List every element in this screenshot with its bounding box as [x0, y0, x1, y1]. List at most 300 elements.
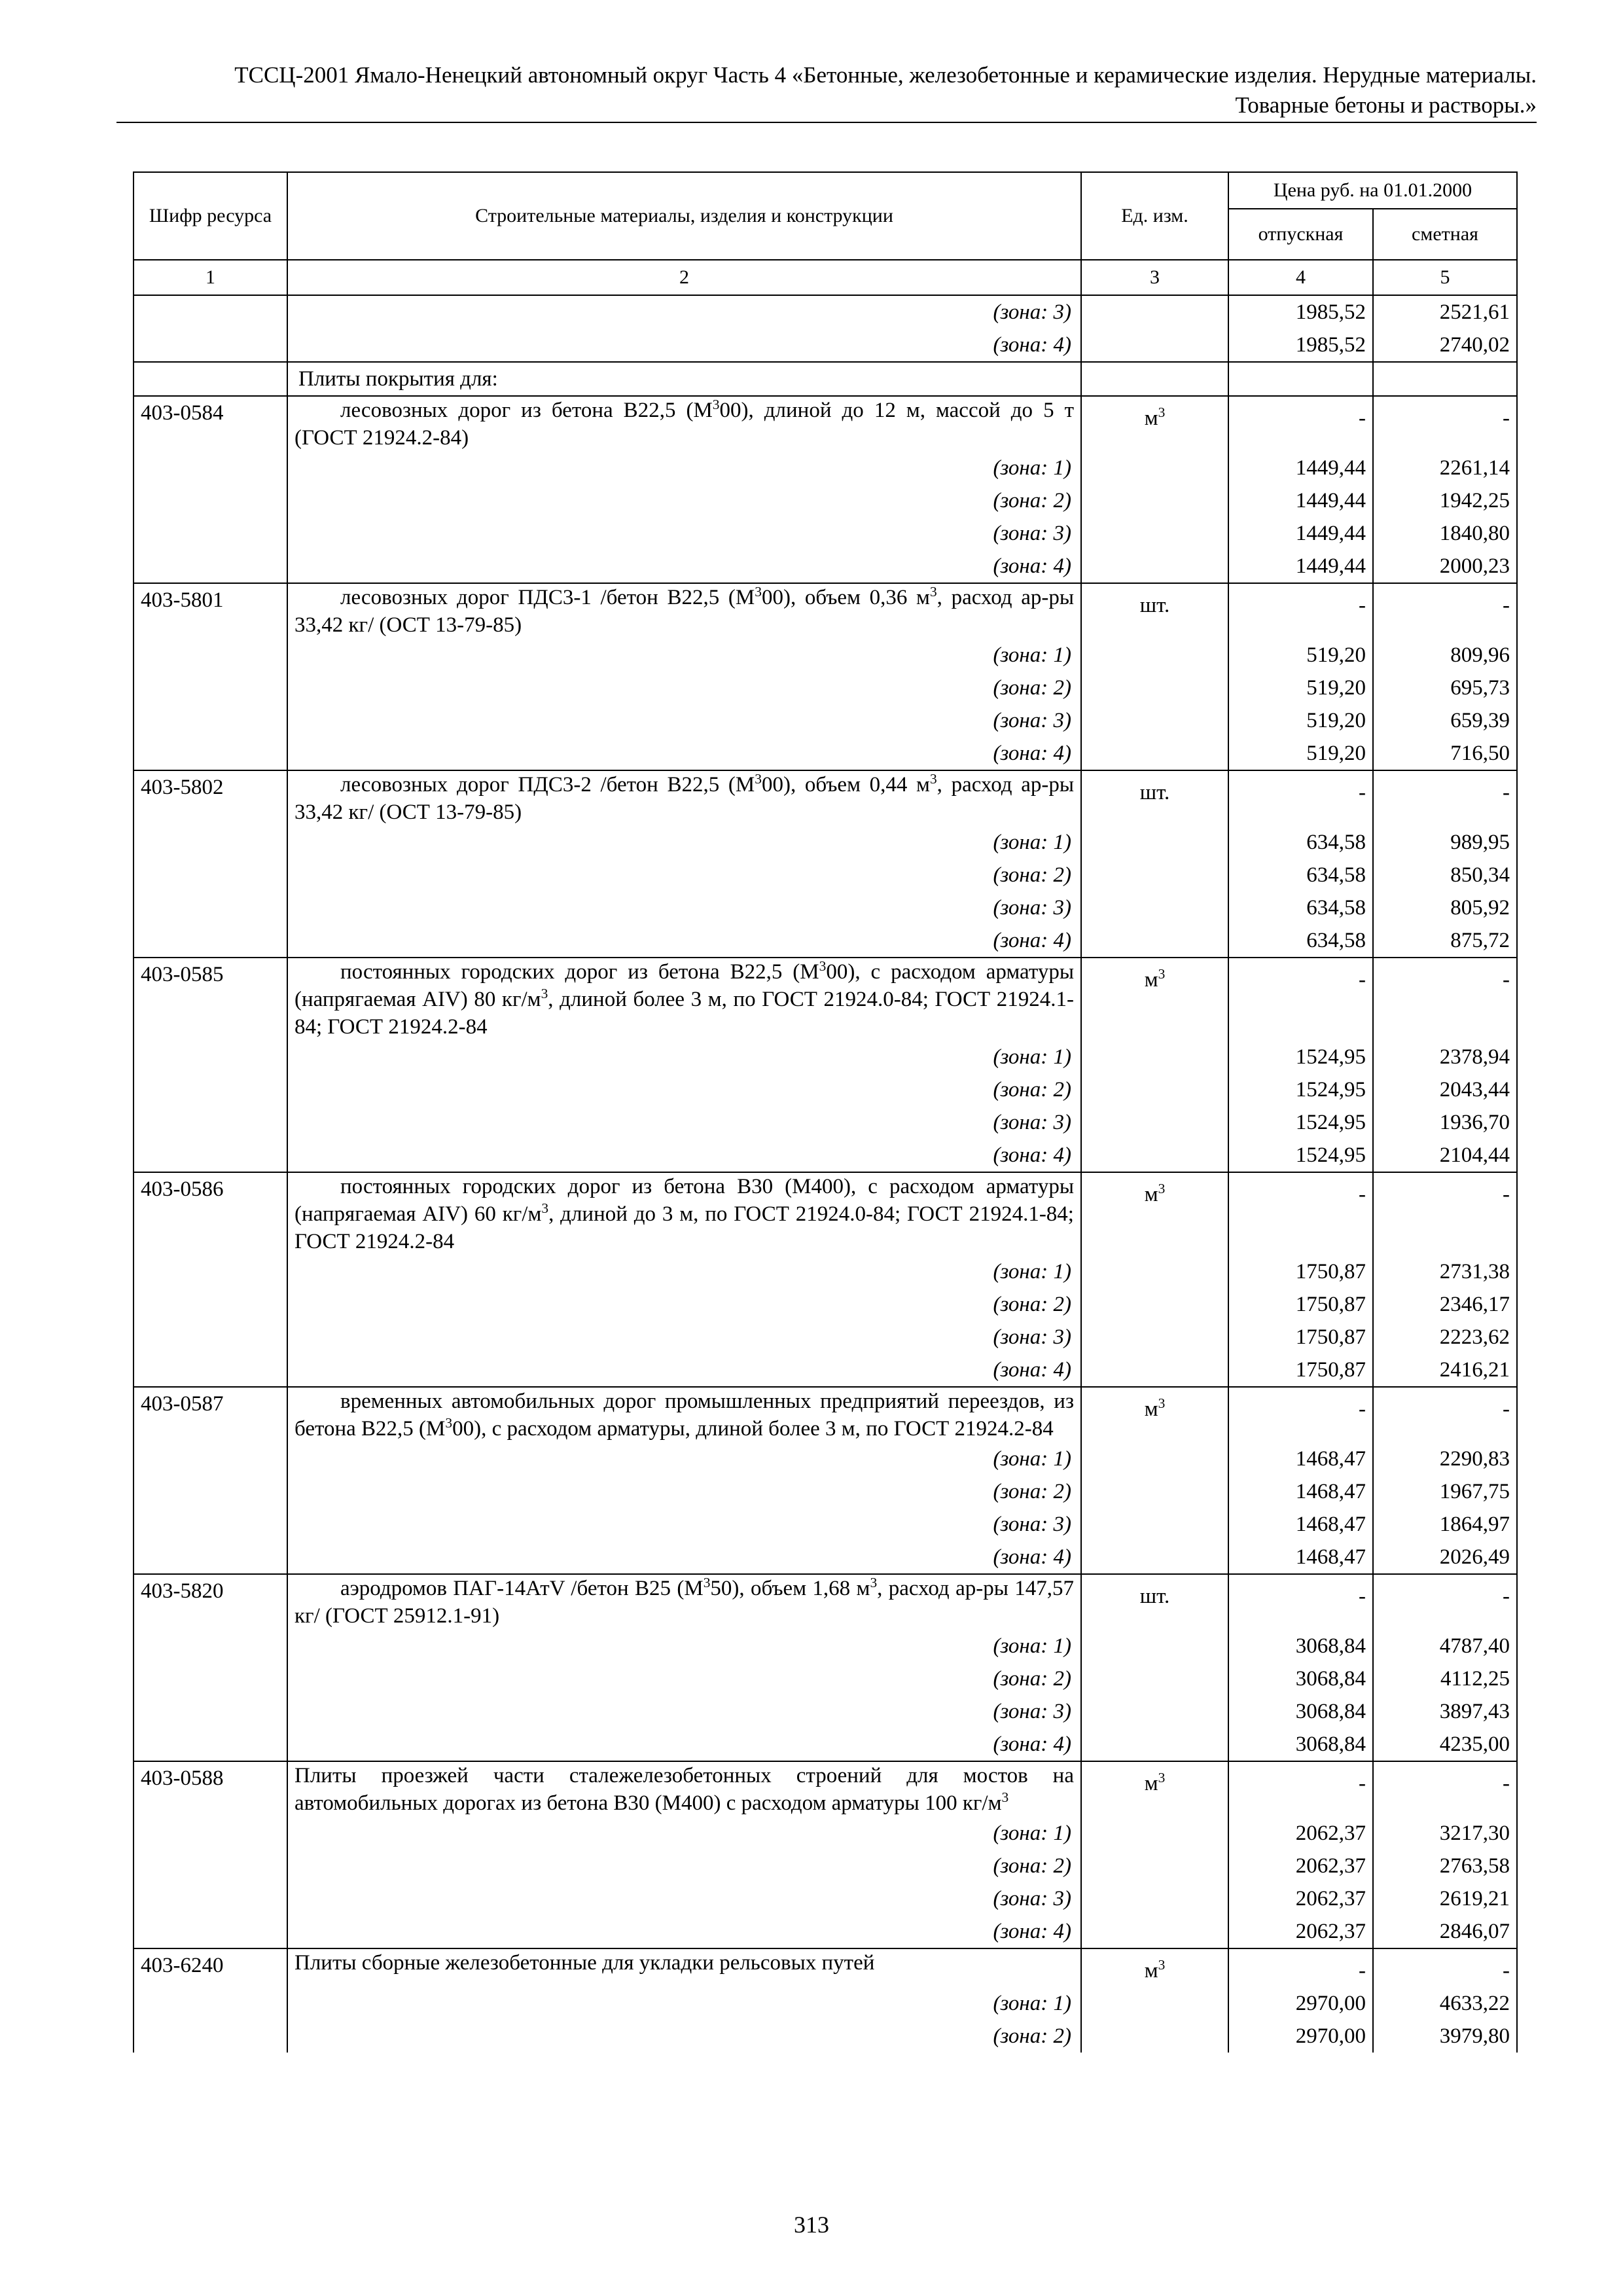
zone-row [134, 859, 1517, 891]
description-text: лесовозных дорог ПДС3-2 /бетон В22,5 (М [340, 773, 755, 797]
release-price-cell [1228, 550, 1373, 583]
unit: м [1144, 1959, 1158, 1982]
code-cell [134, 1915, 287, 1948]
release-price-cell [1228, 924, 1373, 958]
unit-cell [1081, 1387, 1228, 1443]
unit-cell [1081, 1728, 1228, 1761]
zone-label-cell [287, 484, 1081, 517]
zone-row [134, 826, 1517, 859]
zone-label-cell [287, 1041, 1081, 1073]
zone-label: (зона: 2) [993, 1854, 1071, 1878]
table-header-row [134, 172, 1517, 209]
code-cell [134, 891, 287, 924]
estimate-price-cell [1373, 1106, 1517, 1139]
dash: - [1503, 594, 1510, 617]
estimate-price-cell [1373, 1073, 1517, 1106]
superscript: 3 [445, 1415, 453, 1431]
code-cell [134, 1662, 287, 1695]
release-price: 3068,84 [1295, 1634, 1366, 1658]
zone-label-cell [287, 924, 1081, 958]
estimate-price: 2104,44 [1439, 1143, 1510, 1167]
material-description [287, 958, 1081, 1041]
zone-row [134, 1255, 1517, 1288]
code-cell [134, 1882, 287, 1915]
estimate-price-cell [1373, 1172, 1517, 1255]
zone-label-cell [287, 517, 1081, 550]
code-cell [134, 672, 287, 704]
zone-label: (зона: 1) [993, 1992, 1071, 2015]
zone-label: (зона: 2) [993, 1293, 1071, 1316]
release-price-cell [1228, 1139, 1373, 1172]
unit-cell [1081, 737, 1228, 770]
zone-label: (зона: 2) [993, 1078, 1071, 1102]
release-price-cell [1228, 1321, 1373, 1354]
code-cell [134, 1443, 287, 1475]
estimate-price-cell [1373, 1630, 1517, 1662]
zone-row [134, 924, 1517, 958]
code-cell [134, 1354, 287, 1387]
zone-row [134, 295, 1517, 329]
item-row [134, 958, 1517, 1041]
release-price: 1468,47 [1295, 1447, 1366, 1471]
zone-row [134, 737, 1517, 770]
code-cell [134, 1850, 287, 1882]
zone-row [134, 1508, 1517, 1541]
estimate-price-cell [1373, 1915, 1517, 1948]
zone-row [134, 484, 1517, 517]
description-text: , расход ар-ры 33,42 кг/ (ОСТ 13-79-85) [294, 773, 1075, 824]
estimate-price: 695,73 [1450, 676, 1510, 700]
estimate-price-cell [1373, 1508, 1517, 1541]
dash: - [1503, 1183, 1510, 1206]
zone-label-cell [287, 672, 1081, 704]
release-price: 1750,87 [1295, 1293, 1366, 1316]
estimate-price-cell [1373, 1475, 1517, 1508]
resource-code: 403-0585 [141, 963, 224, 986]
estimate-price-cell [1373, 1817, 1517, 1850]
col-header-release: отпускная [1228, 209, 1373, 260]
release-price: 519,20 [1306, 709, 1366, 732]
unit-cell [1081, 2020, 1228, 2053]
description-text: 00), объем 0,44 м [761, 773, 930, 797]
estimate-price: 2619,21 [1439, 1887, 1510, 1910]
item-row [134, 1387, 1517, 1443]
zone-label-cell [287, 1817, 1081, 1850]
estimate-price: 2223,62 [1439, 1325, 1510, 1349]
unit-cell [1081, 1073, 1228, 1106]
description-text: , расход ар-ры 147,57 кг/ (ГОСТ 25912.1-91) [294, 1577, 1074, 1628]
unit-cell [1081, 550, 1228, 583]
header-rule [116, 122, 1537, 123]
release-price: 1468,47 [1295, 1480, 1366, 1503]
unit-cell [1081, 1915, 1228, 1948]
code-cell [134, 924, 287, 958]
release-price: 1750,87 [1295, 1260, 1366, 1283]
release-price: 2062,37 [1295, 1821, 1366, 1845]
zone-label-cell [287, 1662, 1081, 1695]
estimate-price-cell [1373, 1321, 1517, 1354]
zone-label: (зона: 4) [993, 1732, 1071, 1756]
code-cell [134, 295, 287, 329]
zone-row [134, 639, 1517, 672]
zone-label-cell [287, 859, 1081, 891]
unit-cell [1081, 396, 1228, 452]
resource-code: 403-0586 [141, 1177, 224, 1201]
zone-label: (зона: 3) [993, 1111, 1071, 1134]
estimate-price-cell [1373, 1443, 1517, 1475]
description-text: аэродромов ПАГ-14АтV /бетон В25 (М [340, 1577, 704, 1600]
description-text: 50), объем 1,68 м [710, 1577, 870, 1600]
estimate-price-cell [1373, 958, 1517, 1041]
zone-label-cell [287, 1255, 1081, 1288]
estimate-price: 2378,94 [1439, 1045, 1510, 1069]
unit: шт. [1139, 594, 1170, 617]
material-description [287, 1948, 1081, 1987]
zone-label-cell [287, 737, 1081, 770]
description-text: , расход ар-ры 33,42 кг/ (ОСТ 13-79-85) [294, 586, 1075, 637]
code-cell [134, 1541, 287, 1574]
dash: - [1503, 1772, 1510, 1795]
unit-superscript: 3 [1158, 1957, 1166, 1973]
unit-cell [1081, 958, 1228, 1041]
resource-code-cell [134, 1172, 287, 1255]
release-price: 519,20 [1306, 676, 1366, 700]
superscript: 3 [929, 771, 937, 787]
code-cell [134, 1139, 287, 1172]
item-row [134, 1948, 1517, 1987]
col-num-4: 4 [1228, 260, 1373, 295]
release-price-cell [1228, 704, 1373, 737]
dash: - [1359, 1772, 1366, 1795]
release-price: 3068,84 [1295, 1667, 1366, 1691]
zone-row [134, 1882, 1517, 1915]
material-description [287, 1574, 1081, 1630]
unit: м [1144, 406, 1158, 430]
resource-code: 403-0588 [141, 1767, 224, 1790]
zone-label-cell [287, 826, 1081, 859]
release-price-cell [1228, 1728, 1373, 1761]
release-price-cell [1228, 2020, 1373, 2053]
release-price: 1449,44 [1295, 456, 1366, 480]
zone-row [134, 1106, 1517, 1139]
col-num-5: 5 [1373, 260, 1517, 295]
group-row [134, 362, 1517, 396]
estimate-price: 875,72 [1450, 929, 1510, 952]
estimate-price-cell [1373, 484, 1517, 517]
col-num-3: 3 [1081, 260, 1228, 295]
dash: - [1359, 968, 1366, 992]
zone-label: (зона: 1) [993, 1821, 1071, 1845]
estimate-price: 3979,80 [1439, 2024, 1510, 2048]
zone-label: (зона: 4) [993, 742, 1071, 765]
col-header-unit: Ед. изм. [1081, 172, 1228, 260]
resource-code-cell [134, 1948, 287, 1987]
zone-label-cell [287, 1443, 1081, 1475]
zone-label-cell [287, 2020, 1081, 2053]
zone-label: (зона: 4) [993, 1545, 1071, 1569]
unit-cell [1081, 1288, 1228, 1321]
unit-cell [1081, 1987, 1228, 2020]
zone-label: (зона: 1) [993, 1447, 1071, 1471]
zone-label-cell [287, 1073, 1081, 1106]
estimate-price-cell [1373, 1354, 1517, 1387]
header-line-2: Товарные бетоны и растворы.» [1235, 92, 1537, 118]
unit-cell [1081, 704, 1228, 737]
code-cell [134, 1255, 287, 1288]
unit-cell [1081, 639, 1228, 672]
resource-code-cell [134, 583, 287, 639]
unit-cell [1081, 1817, 1228, 1850]
release-price: 1524,95 [1295, 1111, 1366, 1134]
estimate-price: 2763,58 [1439, 1854, 1510, 1878]
release-price-cell [1228, 737, 1373, 770]
code-cell [134, 639, 287, 672]
release-price: 1449,44 [1295, 489, 1366, 512]
zone-label: (зона: 2) [993, 1667, 1071, 1691]
code-cell [134, 1288, 287, 1321]
dash: - [1359, 594, 1366, 617]
dash: - [1359, 406, 1366, 430]
release-price-cell [1228, 859, 1373, 891]
unit-cell [1081, 1850, 1228, 1882]
description-text: 00), объем 0,36 м [761, 586, 930, 609]
estimate-price: 2346,17 [1439, 1293, 1510, 1316]
code-cell [134, 1106, 287, 1139]
release-price-cell [1228, 362, 1373, 396]
estimate-price: 3897,43 [1439, 1700, 1510, 1723]
superscript: 3 [541, 1200, 549, 1216]
zone-label: (зона: 1) [993, 456, 1071, 480]
code-cell [134, 1321, 287, 1354]
code-cell [134, 329, 287, 362]
dash: - [1503, 1397, 1510, 1421]
estimate-price-cell [1373, 1387, 1517, 1443]
item-row [134, 583, 1517, 639]
unit-cell [1081, 1761, 1228, 1817]
release-price-cell [1228, 1443, 1373, 1475]
zone-label: (зона: 1) [993, 1634, 1071, 1658]
code-cell [134, 1073, 287, 1106]
unit-cell [1081, 1475, 1228, 1508]
unit-cell [1081, 1443, 1228, 1475]
zone-label: (зона: 2) [993, 1480, 1071, 1503]
superscript: 3 [929, 584, 937, 600]
zone-row [134, 1321, 1517, 1354]
zone-label-cell [287, 1630, 1081, 1662]
zone-row [134, 1728, 1517, 1761]
zone-label-cell [287, 1695, 1081, 1728]
unit-cell [1081, 1172, 1228, 1255]
superscript: 3 [819, 958, 827, 974]
material-description [287, 770, 1081, 826]
estimate-price-cell [1373, 1882, 1517, 1915]
zone-label-cell [287, 1475, 1081, 1508]
unit-cell [1081, 924, 1228, 958]
zone-row [134, 672, 1517, 704]
header-line-1: ТССЦ-2001 Ямало-Ненецкий автономный округ Часть 4 «Бетонные, железобетонные и керамические изделия. Нерудные материалы. [234, 62, 1537, 88]
zone-label: (зона: 3) [993, 300, 1071, 324]
release-price-cell [1228, 1695, 1373, 1728]
zone-row [134, 517, 1517, 550]
unit-cell [1081, 1574, 1228, 1630]
zone-label-cell [287, 1106, 1081, 1139]
release-price-cell [1228, 1630, 1373, 1662]
description-text: Плиты проезжей части сталежелезобетонных строений для мостов на автомобильных дорогах из бетона В30 (М400) с расходом арматуры 100 кг/м [294, 1764, 1074, 1815]
release-price-cell [1228, 1662, 1373, 1695]
estimate-price: 850,34 [1450, 863, 1510, 887]
code-cell [134, 1728, 287, 1761]
resource-code: 403-0584 [141, 401, 224, 425]
col-num-2: 2 [287, 260, 1081, 295]
estimate-price-cell [1373, 1987, 1517, 2020]
code-cell [134, 1695, 287, 1728]
zone-label: (зона: 4) [993, 554, 1071, 578]
estimate-price-cell [1373, 1761, 1517, 1817]
dash: - [1503, 406, 1510, 430]
release-price-cell [1228, 329, 1373, 362]
release-price: 2062,37 [1295, 1854, 1366, 1878]
unit-cell [1081, 1630, 1228, 1662]
resource-code-cell [134, 1761, 287, 1817]
unit-cell [1081, 452, 1228, 484]
estimate-price: 805,92 [1450, 896, 1510, 920]
code-cell [134, 1041, 287, 1073]
estimate-price-cell [1373, 1662, 1517, 1695]
unit-cell [1081, 826, 1228, 859]
release-price: 519,20 [1306, 742, 1366, 765]
release-price: 634,58 [1306, 863, 1366, 887]
unit-cell [1081, 1041, 1228, 1073]
dash: - [1359, 1959, 1366, 1982]
dash: - [1503, 1959, 1510, 1982]
estimate-price: 809,96 [1450, 643, 1510, 667]
unit-cell [1081, 859, 1228, 891]
release-price-cell [1228, 1761, 1373, 1817]
zone-row [134, 1662, 1517, 1695]
material-description [287, 1387, 1081, 1443]
release-price-cell [1228, 891, 1373, 924]
estimate-price-cell [1373, 891, 1517, 924]
release-price: 2062,37 [1295, 1920, 1366, 1943]
zone-row [134, 1041, 1517, 1073]
zone-label: (зона: 3) [993, 1887, 1071, 1910]
zone-row [134, 891, 1517, 924]
resource-code: 403-5802 [141, 776, 224, 799]
material-description [287, 1172, 1081, 1255]
estimate-price: 1864,97 [1439, 1513, 1510, 1536]
code-cell [134, 826, 287, 859]
zone-label-cell [287, 1541, 1081, 1574]
release-price-cell [1228, 295, 1373, 329]
code-cell [134, 362, 287, 396]
zone-label: (зона: 1) [993, 1260, 1071, 1283]
description-text: временных автомобильных дорог промышленных предприятий переездов, из бетона В22,5 (М [294, 1390, 1074, 1441]
zone-row [134, 1288, 1517, 1321]
estimate-price: 2740,02 [1439, 333, 1510, 357]
release-price-cell [1228, 1354, 1373, 1387]
zone-label: (зона: 4) [993, 333, 1071, 357]
resource-code-cell [134, 1574, 287, 1630]
estimate-price: 2043,44 [1439, 1078, 1510, 1102]
release-price: 519,20 [1306, 643, 1366, 667]
material-description [287, 583, 1081, 639]
release-price-cell [1228, 484, 1373, 517]
zone-label: (зона: 4) [993, 1920, 1071, 1943]
zone-label-cell [287, 329, 1081, 362]
dash: - [1503, 1585, 1510, 1608]
page-header [116, 60, 1537, 120]
release-price-cell [1228, 1541, 1373, 1574]
description-text: 00), длиной до 12 м, массой до 5 т (ГОСТ 21924.2-84) [294, 399, 1075, 450]
description-text: Плиты сборные железобетонные для укладки рельсовых путей [294, 1951, 875, 1975]
unit-cell [1081, 1882, 1228, 1915]
zone-label-cell [287, 1139, 1081, 1172]
estimate-price-cell [1373, 1255, 1517, 1288]
description-text: постоянных городских дорог из бетона В30 (М400), с расходом арматуры (напрягаемая АIV) 60 кг/м [294, 1175, 1074, 1226]
release-price: 1449,44 [1295, 554, 1366, 578]
release-price-cell [1228, 639, 1373, 672]
estimate-price-cell [1373, 452, 1517, 484]
estimate-price-cell [1373, 362, 1517, 396]
material-description [287, 1761, 1081, 1817]
resource-code-cell [134, 958, 287, 1041]
unit: м [1144, 968, 1158, 992]
code-cell [134, 859, 287, 891]
estimate-price: 659,39 [1450, 709, 1510, 732]
unit-cell [1081, 583, 1228, 639]
estimate-price: 4112,25 [1440, 1667, 1510, 1691]
estimate-price-cell [1373, 770, 1517, 826]
group-title-cell [287, 362, 1081, 396]
code-cell [134, 1630, 287, 1662]
release-price-cell [1228, 1915, 1373, 1948]
unit-cell [1081, 1541, 1228, 1574]
estimate-price: 4235,00 [1439, 1732, 1510, 1756]
estimate-price: 2731,38 [1439, 1260, 1510, 1283]
release-price-cell [1228, 770, 1373, 826]
zone-label: (зона: 3) [993, 709, 1071, 732]
release-price-cell [1228, 1106, 1373, 1139]
release-price: 3068,84 [1295, 1700, 1366, 1723]
release-price-cell [1228, 1288, 1373, 1321]
description-text: , длиной более 3 м, по ГОСТ 21924.0-84; ГОСТ 21924.1-84; ГОСТ 21924.2-84 [294, 988, 1074, 1039]
release-price-cell [1228, 1475, 1373, 1508]
code-cell [134, 452, 287, 484]
release-price-cell [1228, 826, 1373, 859]
estimate-price: 4633,22 [1439, 1992, 1510, 2015]
dash: - [1359, 1397, 1366, 1421]
unit-superscript: 3 [1158, 1770, 1166, 1785]
description-text: 00), с расходом арматуры (напрягаемая АIV) 80 кг/м [294, 960, 1074, 1011]
item-row [134, 1761, 1517, 1817]
superscript: 3 [541, 986, 548, 1001]
unit-cell [1081, 891, 1228, 924]
estimate-price: 2000,23 [1439, 554, 1510, 578]
zone-label: (зона: 2) [993, 2024, 1071, 2048]
estimate-price-cell [1373, 550, 1517, 583]
estimate-price: 2026,49 [1439, 1545, 1510, 1569]
zone-label: (зона: 2) [993, 863, 1071, 887]
unit-cell [1081, 1106, 1228, 1139]
release-price: 1524,95 [1295, 1045, 1366, 1069]
zone-label: (зона: 2) [993, 489, 1071, 512]
estimate-price-cell [1373, 1288, 1517, 1321]
resource-code-cell [134, 1387, 287, 1443]
zone-row [134, 452, 1517, 484]
zone-label: (зона: 1) [993, 643, 1071, 667]
dash: - [1503, 781, 1510, 804]
superscript: 3 [703, 1575, 711, 1590]
